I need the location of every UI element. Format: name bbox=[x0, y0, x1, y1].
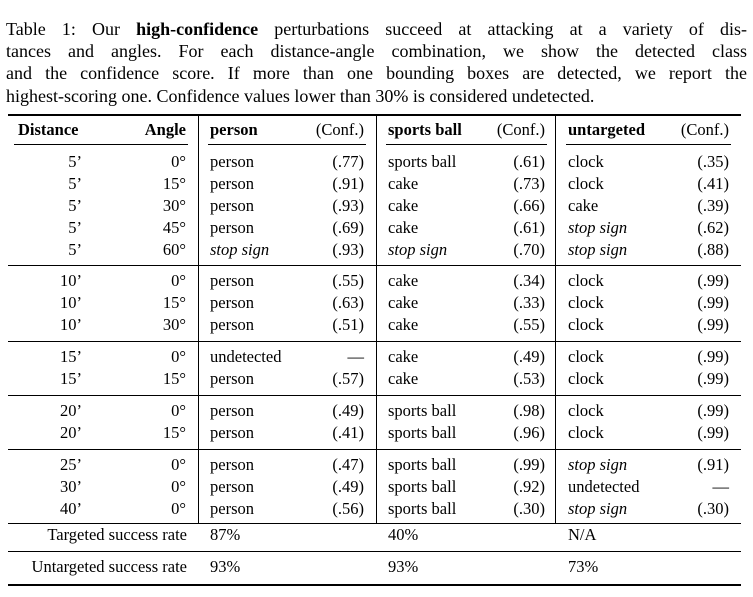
cell-untargeted-conf: (.99) bbox=[697, 271, 729, 290]
cell-sports-ball-conf: (.33) bbox=[513, 293, 545, 312]
cell-sports-ball-class: cake bbox=[388, 271, 419, 290]
cell-distance: 15’ bbox=[60, 369, 82, 388]
table-bottom-rule bbox=[8, 584, 741, 586]
cell-person-conf: (.56) bbox=[332, 499, 364, 518]
cell-person-class: person bbox=[210, 293, 254, 312]
cell-sports-ball-conf: (.34) bbox=[513, 271, 545, 290]
cell-angle: 30° bbox=[162, 196, 186, 215]
cell-angle: 60° bbox=[162, 240, 186, 259]
cell-sports-ball-class: stop sign bbox=[388, 240, 448, 259]
cell-distance: 25’ bbox=[60, 455, 82, 474]
column-separator-2 bbox=[376, 114, 377, 524]
cell-person-class: person bbox=[210, 423, 254, 442]
cell-untargeted-conf: (.88) bbox=[697, 240, 729, 259]
cell-sports-ball-conf: (.66) bbox=[513, 196, 545, 215]
cell-distance: 15’ bbox=[60, 347, 82, 366]
cell-sports-ball-conf: (.61) bbox=[513, 152, 545, 171]
header-sports-ball-conf: (Conf.) bbox=[496, 120, 545, 139]
cell-sports-ball-conf: (.55) bbox=[513, 315, 545, 334]
cell-untargeted-conf: (.39) bbox=[697, 196, 729, 215]
cell-untargeted-conf: (.99) bbox=[697, 401, 729, 420]
group-divider-1 bbox=[8, 265, 741, 266]
cell-person-conf: (.77) bbox=[332, 152, 364, 171]
cell-sports-ball-conf: (.99) bbox=[513, 455, 545, 474]
cell-angle: 0° bbox=[171, 401, 186, 420]
cell-distance: 40’ bbox=[60, 499, 82, 518]
cell-untargeted-conf: (.99) bbox=[697, 347, 729, 366]
cell-distance: 5’ bbox=[68, 152, 82, 171]
column-separator-3 bbox=[555, 114, 556, 524]
cell-sports-ball-conf: (.92) bbox=[513, 477, 545, 496]
group-divider-3 bbox=[8, 395, 741, 396]
cell-untargeted-conf: (.91) bbox=[697, 455, 729, 474]
cell-angle: 45° bbox=[162, 218, 186, 237]
cell-untargeted-conf: (.41) bbox=[697, 174, 729, 193]
cell-person-class: person bbox=[210, 477, 254, 496]
cell-person-conf: (.55) bbox=[332, 271, 364, 290]
cell-sports-ball-class: cake bbox=[388, 347, 419, 366]
summary-label: Untargeted success rate bbox=[31, 557, 187, 576]
table-label: Table 1: bbox=[6, 19, 76, 39]
cell-sports-ball-class: sports ball bbox=[388, 152, 457, 171]
cell-sports-ball-class: cake bbox=[388, 315, 419, 334]
cell-sports-ball-conf: (.96) bbox=[513, 423, 545, 442]
cell-untargeted-class: clock bbox=[568, 174, 604, 193]
caption-line-4: highest-scoring one. Confidence values lower than 30% is considered undetected. bbox=[6, 85, 595, 106]
cell-angle: 15° bbox=[162, 293, 186, 312]
cell-untargeted-class: stop sign bbox=[568, 240, 628, 259]
cell-untargeted-conf: (.99) bbox=[697, 315, 729, 334]
cell-distance: 30’ bbox=[60, 477, 82, 496]
cell-untargeted-class: clock bbox=[568, 315, 604, 334]
group-divider-2 bbox=[8, 341, 741, 342]
cell-untargeted-class: stop sign bbox=[568, 218, 628, 237]
cell-angle: 0° bbox=[171, 347, 186, 366]
cell-sports-ball-conf: (.98) bbox=[513, 401, 545, 420]
summary-divider-2 bbox=[8, 551, 741, 552]
cell-angle: 30° bbox=[162, 315, 186, 334]
cell-person-conf: (.91) bbox=[332, 174, 364, 193]
cell-person-conf: (.51) bbox=[332, 315, 364, 334]
header-distance: Distance bbox=[18, 120, 79, 139]
cell-person-class: person bbox=[210, 369, 254, 388]
cell-sports-ball-class: sports ball bbox=[388, 455, 457, 474]
header-person: person bbox=[210, 120, 258, 139]
cell-person-conf: (.49) bbox=[332, 477, 364, 496]
cell-sports-ball-class: sports ball bbox=[388, 477, 457, 496]
header-rule-distance-angle bbox=[14, 144, 188, 145]
cell-untargeted-conf: (.99) bbox=[697, 423, 729, 442]
cell-person-class: person bbox=[210, 499, 254, 518]
summary-divider-1 bbox=[8, 523, 741, 524]
header-sports-ball: sports ball bbox=[388, 120, 462, 139]
cell-person-conf: (.63) bbox=[332, 293, 364, 312]
cell-sports-ball-class: cake bbox=[388, 293, 419, 312]
cell-person-conf: (.93) bbox=[332, 240, 364, 259]
summary-person: 87% bbox=[210, 525, 241, 544]
cell-person-class: person bbox=[210, 401, 254, 420]
group-divider-4 bbox=[8, 449, 741, 450]
caption-line-1: Table 1: Our high-confidence perturbations succeed at attacking at a variety of dis- bbox=[6, 19, 747, 39]
cell-sports-ball-class: cake bbox=[388, 196, 419, 215]
table-top-rule bbox=[8, 114, 741, 116]
cell-untargeted-class: clock bbox=[568, 401, 604, 420]
cell-untargeted-class: clock bbox=[568, 293, 604, 312]
cell-sports-ball-class: cake bbox=[388, 369, 419, 388]
summary-untargeted: 73% bbox=[568, 557, 599, 576]
summary-untargeted: N/A bbox=[568, 525, 597, 544]
cell-angle: 0° bbox=[171, 455, 186, 474]
column-separator-1 bbox=[198, 114, 199, 524]
header-rule-sports-ball bbox=[386, 144, 547, 145]
cell-sports-ball-conf: (.49) bbox=[513, 347, 545, 366]
cell-sports-ball-conf: (.70) bbox=[513, 240, 545, 259]
header-rule-untargeted bbox=[566, 144, 731, 145]
header-rule-person bbox=[208, 144, 366, 145]
header-angle: Angle bbox=[144, 120, 186, 139]
cell-untargeted-class: cake bbox=[568, 196, 599, 215]
table-caption bbox=[6, 18, 747, 107]
cell-distance: 20’ bbox=[60, 423, 82, 442]
cell-untargeted-class: clock bbox=[568, 423, 604, 442]
summary-sports-ball: 40% bbox=[388, 525, 419, 544]
cell-person-class: person bbox=[210, 455, 254, 474]
summary-label: Targeted success rate bbox=[47, 525, 187, 544]
cell-person-conf: (.69) bbox=[332, 218, 364, 237]
cell-distance: 10’ bbox=[60, 293, 82, 312]
cell-distance: 5’ bbox=[68, 174, 82, 193]
cell-untargeted-class: undetected bbox=[568, 477, 640, 496]
cell-angle: 0° bbox=[171, 499, 186, 518]
cell-untargeted-class: clock bbox=[568, 369, 604, 388]
cell-sports-ball-class: sports ball bbox=[388, 423, 457, 442]
cell-person-conf: (.93) bbox=[332, 196, 364, 215]
cell-person-class: person bbox=[210, 218, 254, 237]
cell-sports-ball-class: cake bbox=[388, 174, 419, 193]
cell-untargeted-class: stop sign bbox=[568, 499, 628, 518]
cell-person-conf: (.49) bbox=[332, 401, 364, 420]
cell-untargeted-class: clock bbox=[568, 347, 604, 366]
cell-distance: 10’ bbox=[60, 315, 82, 334]
cell-angle: 0° bbox=[171, 271, 186, 290]
summary-sports-ball: 93% bbox=[388, 557, 419, 576]
cell-distance: 10’ bbox=[60, 271, 82, 290]
header-person-conf: (Conf.) bbox=[315, 120, 364, 139]
cell-untargeted-conf: (.99) bbox=[697, 369, 729, 388]
cell-person-conf: (.57) bbox=[332, 369, 364, 388]
cell-distance: 5’ bbox=[68, 196, 82, 215]
cell-untargeted-conf: (.62) bbox=[697, 218, 729, 237]
cell-distance: 5’ bbox=[68, 218, 82, 237]
cell-distance: 5’ bbox=[68, 240, 82, 259]
cell-untargeted-conf: — bbox=[712, 477, 729, 496]
summary-person: 93% bbox=[210, 557, 241, 576]
cell-angle: 15° bbox=[162, 423, 186, 442]
cell-angle: 0° bbox=[171, 477, 186, 496]
cell-person-class: person bbox=[210, 315, 254, 334]
cell-sports-ball-conf: (.30) bbox=[513, 499, 545, 518]
header-untargeted: untargeted bbox=[568, 120, 645, 139]
cell-person-class: person bbox=[210, 271, 254, 290]
cell-person-conf: — bbox=[347, 347, 364, 366]
cell-untargeted-class: clock bbox=[568, 271, 604, 290]
cell-person-conf: (.41) bbox=[332, 423, 364, 442]
caption-line-3: and the confidence score. If more than one bounding boxes are detected, we report the bbox=[6, 63, 747, 84]
cell-distance: 20’ bbox=[60, 401, 82, 420]
cell-sports-ball-class: cake bbox=[388, 218, 419, 237]
cell-untargeted-class: stop sign bbox=[568, 455, 628, 474]
cell-sports-ball-conf: (.73) bbox=[513, 174, 545, 193]
cell-sports-ball-conf: (.53) bbox=[513, 369, 545, 388]
cell-untargeted-conf: (.35) bbox=[697, 152, 729, 171]
header-untargeted-conf: (Conf.) bbox=[680, 120, 729, 139]
cell-angle: 0° bbox=[171, 152, 186, 171]
cell-person-class: person bbox=[210, 152, 254, 171]
cell-person-class: person bbox=[210, 174, 254, 193]
cell-untargeted-class: clock bbox=[568, 152, 604, 171]
cell-person-conf: (.47) bbox=[332, 455, 364, 474]
caption-line-2: tances and angles. For each distance-angle combination, we show the detected class bbox=[6, 41, 747, 62]
caption-emphasis: high-confidence bbox=[136, 19, 259, 39]
cell-sports-ball-class: sports ball bbox=[388, 401, 457, 420]
cell-untargeted-conf: (.99) bbox=[697, 293, 729, 312]
cell-sports-ball-class: sports ball bbox=[388, 499, 457, 518]
cell-untargeted-conf: (.30) bbox=[697, 499, 729, 518]
cell-person-class: stop sign bbox=[210, 240, 270, 259]
cell-person-class: person bbox=[210, 196, 254, 215]
cell-angle: 15° bbox=[162, 174, 186, 193]
cell-angle: 15° bbox=[162, 369, 186, 388]
cell-sports-ball-conf: (.61) bbox=[513, 218, 545, 237]
cell-person-class: undetected bbox=[210, 347, 282, 366]
